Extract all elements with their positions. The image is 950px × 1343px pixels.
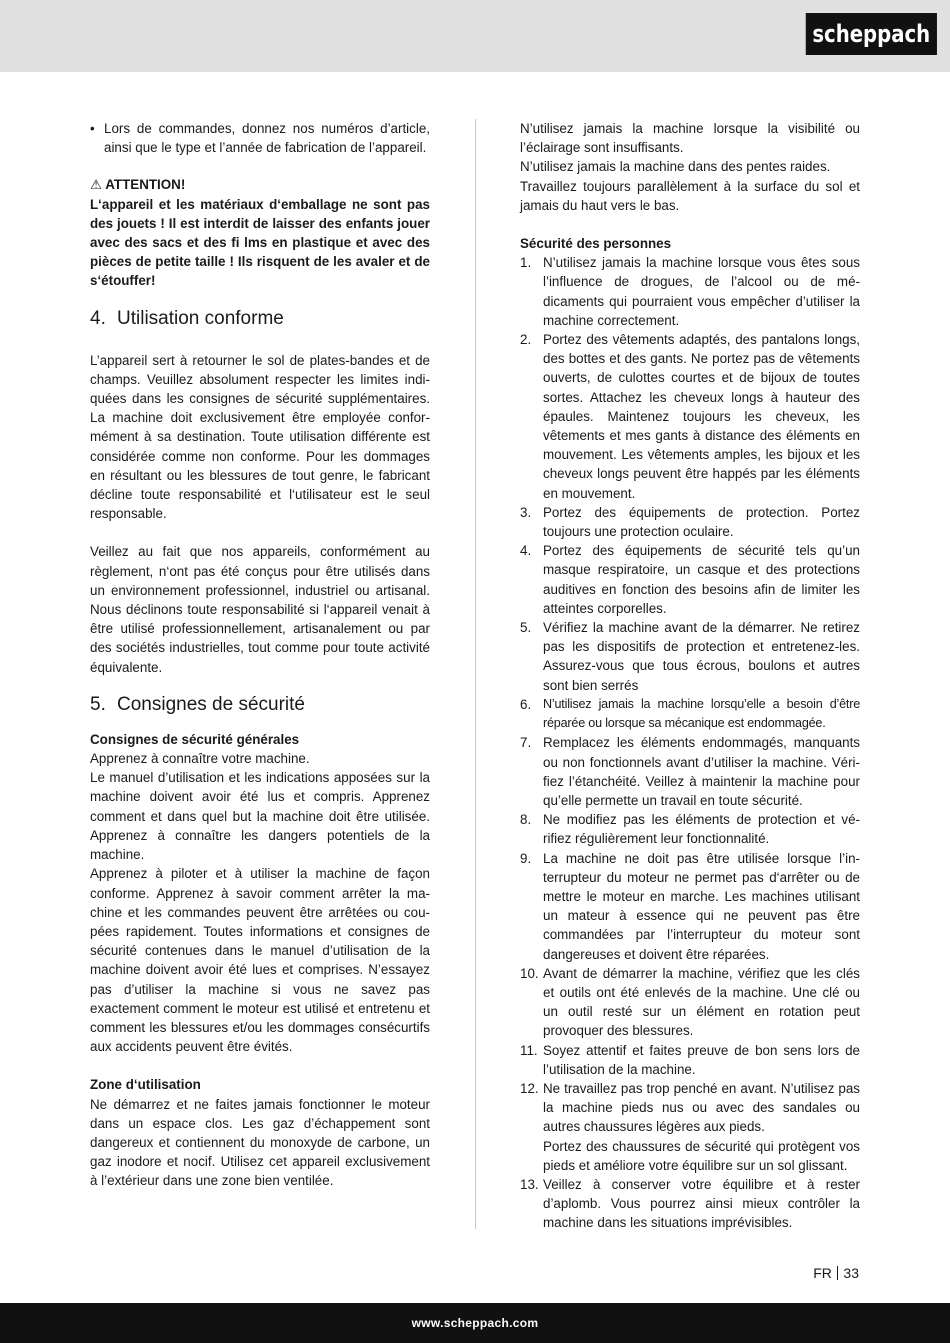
paragraph: Ne démarrez et ne faites jamais fonctionner le moteur dans un espace clos. Les gaz d’échappement sont dangereux et contiennent du monoxyde de carbone, un gaz inodore et nocif. Utilisez cet appareil exclusivement à l’extérieur dans une zone bien ventilée. [90, 1096, 430, 1189]
item-text: Remplacez les éléments endommagés, manquants ou non fonctionnels avant d’utiliser la machine. Vérifiez l’étanchéité. Veillez à maintenir la machine pour qu’elle permette un travail en toute sécurité. [543, 735, 860, 808]
item-text: Portez des équipements de sécurité tels qu’un masque respiratoire, un casque et des protections auditives en fonction des besoins afin de limiter les atteintes corporelles. [543, 543, 860, 616]
list-item [520, 503, 860, 541]
list-item [520, 618, 860, 695]
safety-list [520, 253, 860, 1232]
section-4-paragraph-1: L’appareil sert à retourner le sol de plates-bandes et de champs. Veuillez absolument respecter les limites indiquées dans les consignes de sécurité supplémentaires. La machine doit exclusivement être employée conformément à sa destination. Toute utilisation différente est considérée comme non conforme. Pour les dommages en résultant ou les blessures de tout genre, le fabricant décline toute responsabilité et l‘utilisateur est le seul responsable. [90, 352, 430, 522]
item-text [543, 1079, 860, 1175]
item-text: Ne modifiez pas les éléments de protection et vérifiez régulièrement leur fonctionnalité. [543, 812, 860, 847]
separator [837, 1266, 839, 1280]
list-item [520, 964, 860, 1041]
footer-bar [0, 1303, 950, 1343]
item-text: Vérifiez la machine avant de la démarrer. Ne retirez pas les dispositifs de protection et entretenez-les. Assurez-vous que tous écrous, boulons et autres sont bien serrés [543, 620, 860, 693]
section-4-paragraph-2: Veillez au fait que nos appareils, conformément au règlement, n‘ont pas été conçus pour être utilisés dans un environnement professionnel, industriel ou artisanal. Nous déclinons toute responsabilité si l‘appareil venait à être utilisé professionnellement, artisanalement ou par des sociétés industrielles, tout comme pour toute activité équivalente. [90, 544, 430, 675]
header-bar [0, 0, 950, 72]
item-text: Veillez à conserver votre équilibre et à rester d’aplomb. Vous pourrez ainsi mieux contrôler la machine dans les situations imprévisibles. [543, 1176, 860, 1231]
list-item [520, 1175, 860, 1233]
item-number: 3. [520, 504, 532, 520]
right-column [520, 119, 860, 1233]
paragraph: N’utilisez jamais la machine lorsque la visibilité ou l’éclairage sont insuffisants. [520, 121, 860, 156]
section-title: Consignes de sécurité [117, 693, 305, 715]
item-number: 1. [520, 255, 532, 271]
section-5-heading [90, 693, 430, 717]
paragraph: Apprenez à connaître votre machine. [90, 751, 310, 767]
subheading-general-safety: Consignes de sécurité générales [90, 731, 300, 747]
item-number: 9. [520, 850, 532, 866]
list-item [90, 119, 430, 157]
left-column [90, 119, 430, 1191]
item-text: N’utilisez jamais la machine lorsqu’elle a besoin d’être réparée ou lorsque sa mécanique est endommagée. [543, 696, 860, 731]
website-url: www.scheppach.com [411, 1316, 539, 1330]
language-code: FR [813, 1265, 832, 1281]
list-item [520, 1079, 860, 1175]
page-number-value: 33 [843, 1265, 859, 1281]
list-item [520, 810, 860, 848]
attention-heading: ⚠ ATTENTION! [90, 177, 186, 193]
item-number: 11. [520, 1042, 538, 1058]
item-number: 2. [520, 332, 532, 348]
item-text: Portez des équipements de protection. Portez toujours une protection oculaire. [543, 504, 860, 540]
item-text: Avant de démarrer la machine, vérifiez que les clés et outils ont été enlevés de la machine. Une clé ou un outil resté sur un élément en rotation peut provoquer des blessures. [543, 965, 860, 1039]
paragraph: Le manuel d’utilisation et les indications apposées sur la machine doivent avoir été lus et compris. Apprenez comment et dans quel but la machine doit être utilisée. Apprenez à connaître les dangers potentiels de la machine. [90, 770, 430, 863]
list-item [520, 695, 860, 733]
list-item [520, 330, 860, 503]
paragraph: N’utilisez jamais la machine dans des pentes raides. [520, 159, 831, 175]
item-text: Soyez attentif et faites preuve de bon sens lors de l’utilisation de la machine. [543, 1042, 860, 1077]
list-item [520, 1041, 860, 1079]
item-text-part-2: Portez des chaussures de sécurité qui protègent vos pieds et améliore votre équilibre sur un sol glissant. [543, 1138, 860, 1173]
item-text: N’utilisez jamais la machine lorsque vous êtes sous l’influence de drogues, de l’alcool ou de médicaments qui pourraient vous empêcher d’utiliser la machine correctement. [543, 255, 860, 328]
subheading-work-area: Zone d‘utilisation [90, 1077, 201, 1093]
item-text: La machine ne doit pas être utilisée lorsque l’interrupteur du moteur ne permet pas d‘arrêter ou de mettre le moteur en marche. Les machines utilisant un mateur à essence qui ne peuvent pas être commandées par l’interrupteur du moteur sont dangereuses et doivent être réparées. [543, 850, 860, 962]
list-item [520, 541, 860, 618]
section-number: 5. [90, 693, 106, 715]
item-number: 6. [520, 696, 532, 712]
bullet-text: Lors de commandes, donnez nos numéros d’article, ainsi que le type et l’année de fabrication de l’appareil. [104, 121, 430, 156]
section-number: 4. [90, 307, 106, 329]
section-4-heading [90, 307, 430, 331]
item-number: 5. [520, 620, 532, 636]
item-number: 12. [520, 1080, 539, 1096]
item-text: Portez des vêtements adaptés, des pantalons longs, des bottes et des gants. Ne portez pas de vêtements ouverts, de culottes courtes et de bijoux de toutes sortes. Attachez les cheveux longs à hauteur des épaules. Maintenez toujours les cheveux, les vêtements et mes gants à distance des éléments en mouvement. Les vêtements amples, les bijoux et les cheveux longs peuvent être happés par les éléments en mouvement. [543, 332, 860, 501]
attention-warning-text: L‘appareil et les matériaux d‘emballage ne sont pas des jouets ! Il est interdit de laisser des enfants jouer avec des sacs et des fi lms en plastique et avec des pièces de petite taille ! Ils risquent de les avaler et de s‘étouffer! [90, 196, 430, 289]
column-divider [475, 119, 476, 1229]
item-text-part-1: Ne travaillez pas trop penché en avant. N’utilisez pas la machine pieds nus ou avec des sandales ou autres chaussures légères aux pieds. [543, 1080, 860, 1135]
item-number: 10. [520, 965, 539, 981]
item-number: 4. [520, 543, 532, 559]
list-item [520, 849, 860, 964]
page-number [813, 1264, 859, 1282]
section-title: Utilisation conforme [117, 307, 284, 329]
list-item [520, 733, 860, 810]
item-number: 13. [520, 1176, 539, 1192]
bullet-mark: • [90, 121, 95, 136]
item-number: 7. [520, 735, 532, 751]
brand-logo: scheppach [806, 13, 937, 55]
subheading-personal-safety: Sécurité des personnes [520, 236, 672, 252]
paragraph: Travaillez toujours parallèlement à la surface du sol et jamais du haut vers le bas. [520, 178, 860, 213]
list-item [520, 253, 860, 330]
item-number: 8. [520, 812, 532, 828]
paragraph: Apprenez à piloter et à utiliser la machine de façon conforme. Apprenez à savoir comment arrêter la machine et les commandes peuvent être arrêtées ou coupées rapidement. Toutes informations et consignes de sécurité contenues dans le manuel d’utilisation de la machine doivent avoir été lues et comprises. N’essayez pas d’utiliser la machine si vous ne savez pas exactement comment le moteur est utilisé et entretenu et comment les blessures et/ou les dommages consécurtifs aux accidents peuvent être évités. [90, 866, 430, 1055]
